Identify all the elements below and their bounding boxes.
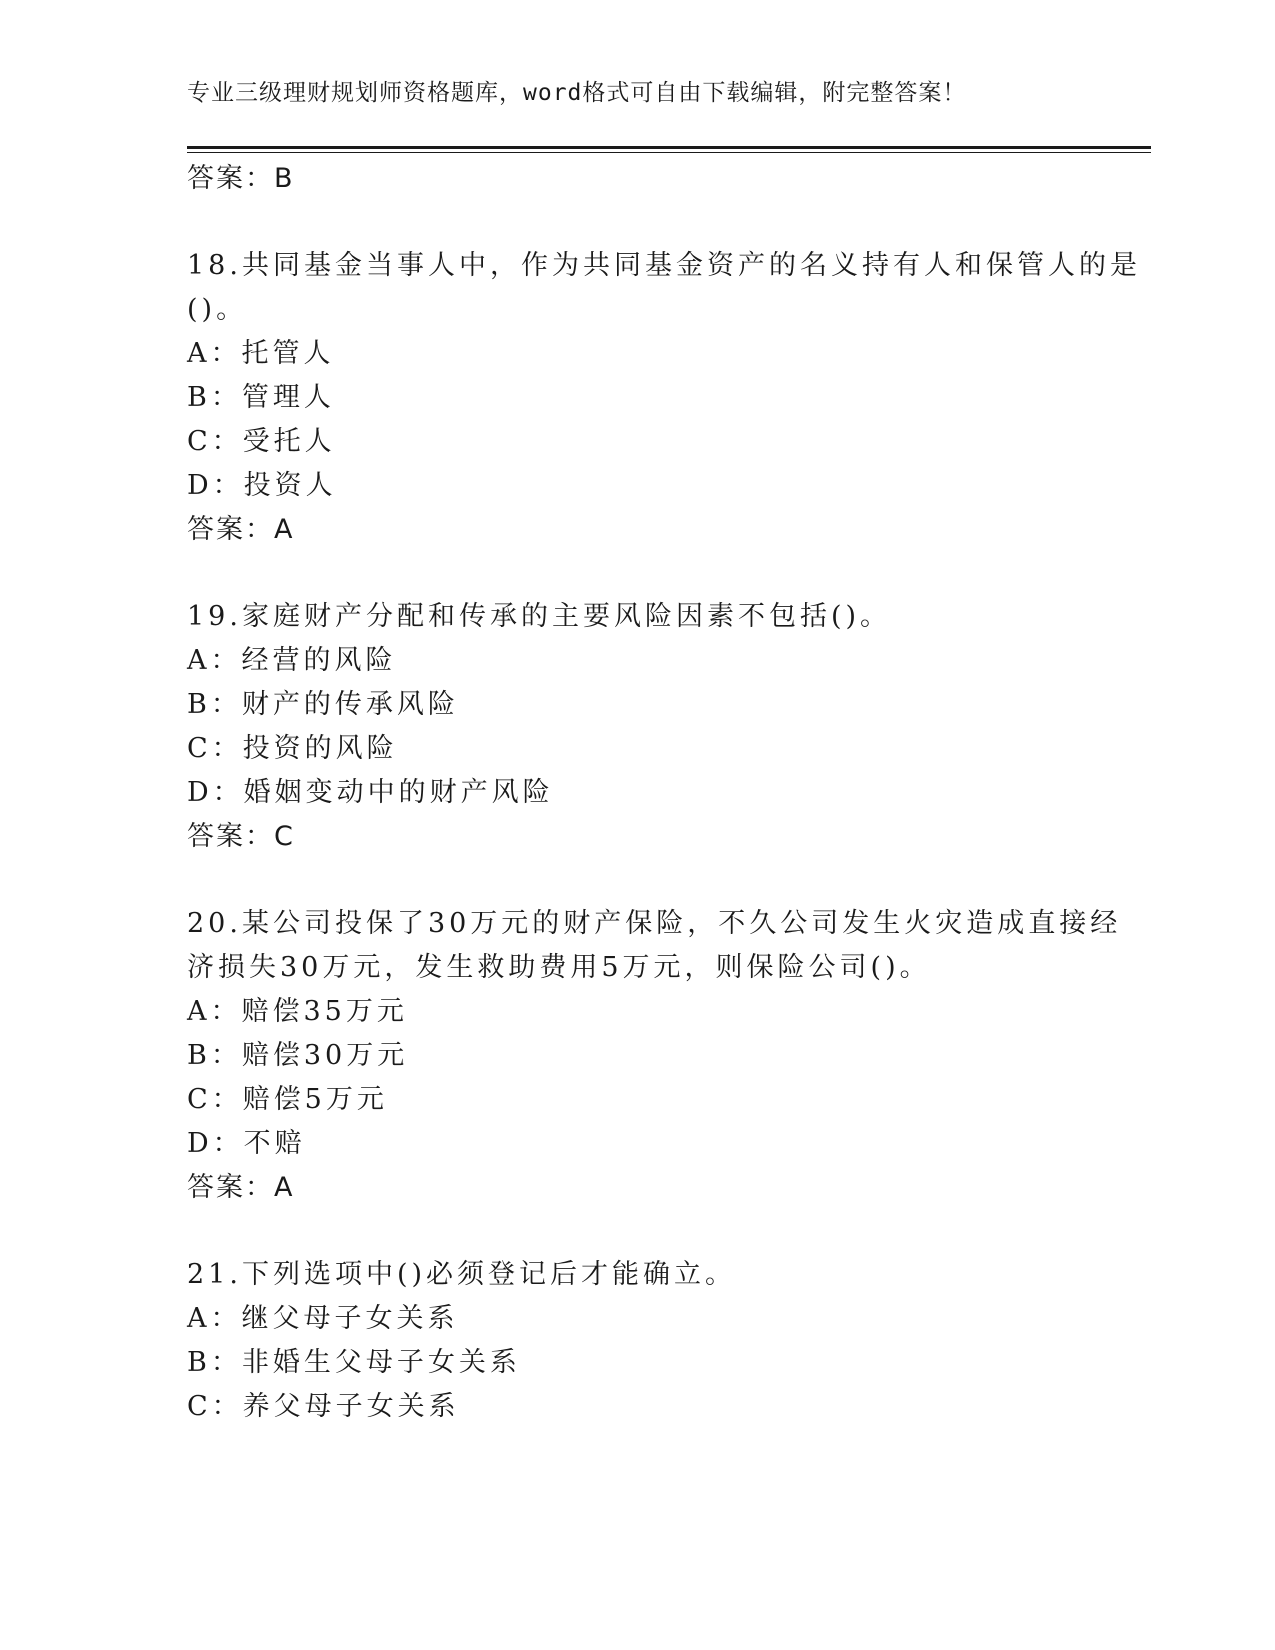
header-rule-thick — [187, 146, 1151, 149]
question-18-answer: 答案：A — [187, 514, 295, 545]
question-20-stem-line-2: 济损失30万元，发生救助费用5万元，则保险公司()。 — [187, 952, 931, 983]
question-20-answer: 答案：A — [187, 1172, 295, 1203]
question-18-option-c: C：受托人 — [187, 426, 336, 457]
question-20-option-c: C：赔偿5万元 — [187, 1084, 388, 1115]
page-header: 专业三级理财规划师资格题库，word格式可自由下载编辑，附完整答案！ — [187, 80, 967, 106]
question-18-stem-line-1: 18.共同基金当事人中，作为共同基金资产的名义持有人和保管人的是 — [187, 250, 1141, 281]
question-19-option-d: D：婚姻变动中的财产风险 — [187, 777, 554, 808]
question-19-option-b: B：财产的传承风险 — [187, 689, 459, 720]
question-18-option-a: A：托管人 — [187, 338, 335, 369]
question-19-option-c: C：投资的风险 — [187, 733, 398, 764]
question-20-stem-line-1: 20.某公司投保了30万元的财产保险，不久公司发生火灾造成直接经 — [187, 908, 1122, 939]
question-20-option-a: A：赔偿35万元 — [187, 996, 408, 1027]
question-20-option-b: B：赔偿30万元 — [187, 1040, 409, 1071]
prev-answer: 答案：B — [187, 163, 295, 194]
question-21-stem-line-1: 21.下列选项中()必须登记后才能确立。 — [187, 1259, 737, 1290]
question-21-option-a: A：继父母子女关系 — [187, 1303, 459, 1334]
question-18-stem-line-2: ()。 — [187, 294, 248, 325]
question-19-answer: 答案：C — [187, 821, 295, 852]
question-19-option-a: A：经营的风险 — [187, 645, 397, 676]
question-19-stem-line-1: 19.家庭财产分配和传承的主要风险因素不包括()。 — [187, 601, 892, 632]
question-21-option-b: B：非婚生父母子女关系 — [187, 1347, 521, 1378]
question-18-option-d: D：投资人 — [187, 470, 337, 501]
question-21-option-c: C：养父母子女关系 — [187, 1391, 460, 1422]
question-20-option-d: D：不赔 — [187, 1128, 306, 1159]
header-rule-thin — [187, 152, 1151, 153]
question-18-option-b: B：管理人 — [187, 382, 335, 413]
